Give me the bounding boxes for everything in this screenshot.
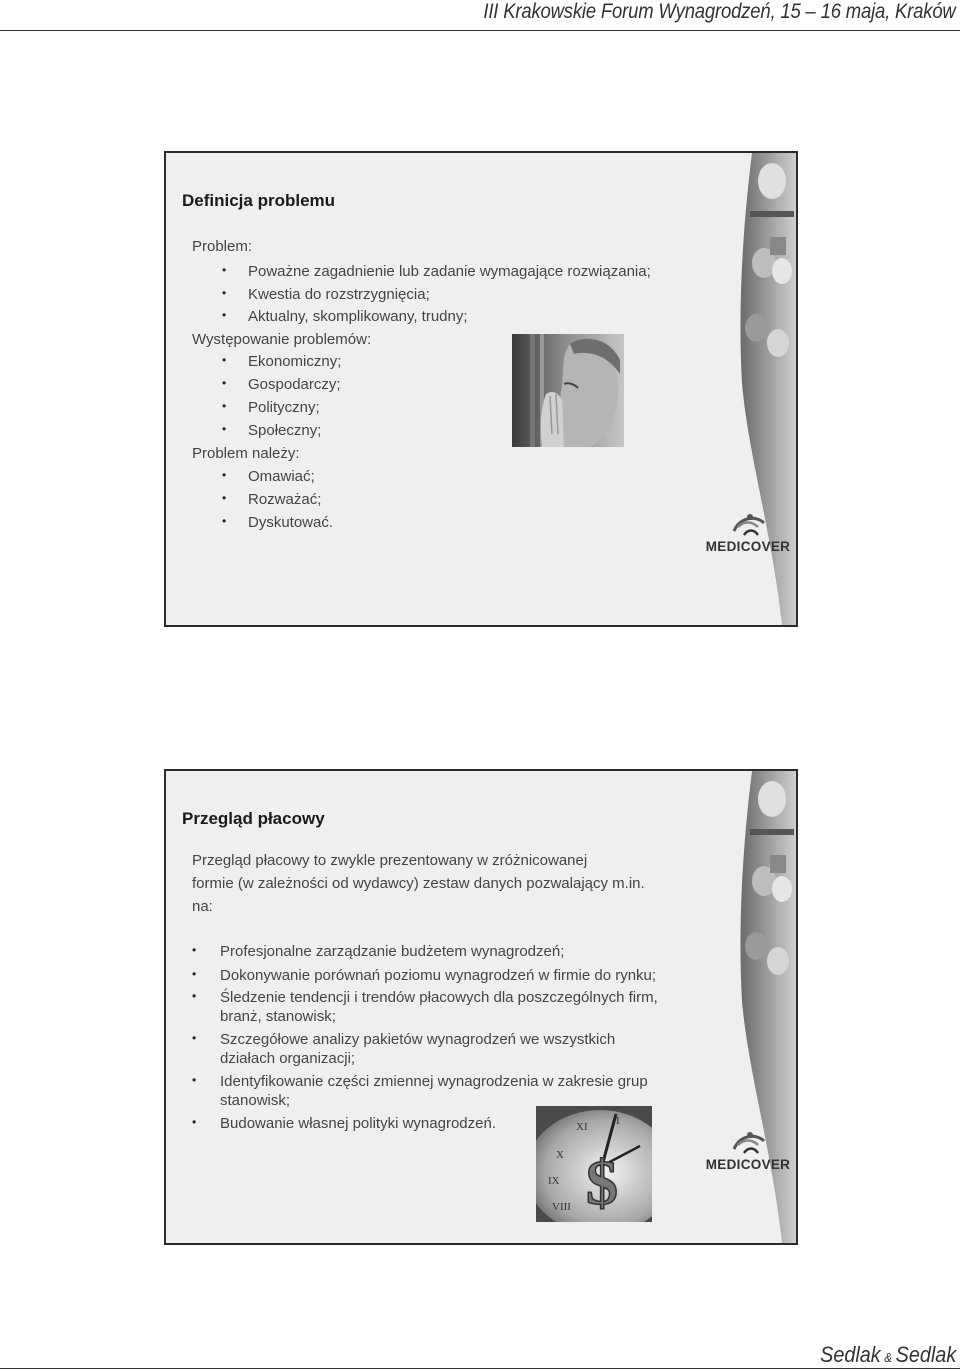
list-item-continuation: stanowisk; [220, 1092, 291, 1109]
intro-line: na: [192, 898, 213, 915]
list-item: • Aktualny, skomplikowany, trudny; [222, 308, 468, 325]
footer-brand [820, 1342, 956, 1368]
intro-line: Przegląd płacowy to zwykle prezentowany w zróżnicowanej [192, 852, 588, 869]
intro-line: formie (w zależności od wydawcy) zestaw danych pozwalający m.in. [192, 875, 645, 892]
list-item: • Społeczny; [222, 422, 322, 439]
medicover-emblem-icon [704, 509, 792, 539]
thinking-man-photo [512, 334, 624, 447]
svg-text:XI: XI [576, 1121, 588, 1133]
svg-text:$: $ [586, 1147, 618, 1218]
bullet-icon: • [192, 1031, 197, 1045]
svg-text:I: I [616, 1115, 620, 1127]
bullet-icon: • [222, 263, 227, 277]
bullet-icon: • [222, 308, 227, 322]
logo-text: MEDICOVER [705, 1157, 791, 1172]
list-item: • Omawiać; [222, 468, 315, 485]
page-header [0, 0, 960, 31]
list-item: • Rozważać; [222, 491, 322, 508]
bullet-icon: • [222, 468, 227, 482]
list-item: • Polityczny; [222, 399, 320, 416]
svg-text:VIII: VIII [552, 1201, 571, 1213]
list-item: • Dokonywanie porównań poziomu wynagrodzeń w firmie do rynku; [192, 967, 657, 984]
brand-amp: & [884, 1350, 892, 1365]
bullet-icon: • [222, 286, 227, 300]
list-item: • Kwestia do rozstrzygnięcia; [222, 286, 430, 303]
list-item: • Identyfikowanie części zmiennej wynagrodzenia w zakresie grup [192, 1073, 648, 1090]
list-item-continuation: branż, stanowisk; [220, 1008, 336, 1025]
list-item: • Ekonomiczny; [222, 353, 342, 370]
bullet-icon: • [192, 1073, 197, 1087]
clock-dollar-photo [536, 1106, 652, 1222]
list-item-continuation: działach organizacji; [220, 1050, 356, 1067]
should-label: Problem należy: [192, 445, 300, 462]
slide-title: Definicja problemu [182, 191, 336, 210]
footer-rule [0, 1368, 960, 1369]
occurrence-label: Występowanie problemów: [192, 331, 372, 348]
list-item: • Śledzenie tendencji i trendów płacowych dla poszczególnych firm, [192, 989, 658, 1006]
slide-salary-review [164, 769, 798, 1245]
list-item: • Dyskutować. [222, 514, 334, 531]
bullet-icon: • [222, 353, 227, 367]
bullet-icon: • [192, 943, 197, 957]
bullet-icon: • [192, 989, 197, 1003]
bullet-icon: • [222, 514, 227, 528]
list-item: • Budowanie własnej polityki wynagrodzeń. [192, 1115, 496, 1132]
slide-title: Przegląd płacowy [182, 809, 325, 828]
list-item: • Profesjonalne zarządzanie budżetem wynagrodzeń; [192, 943, 565, 960]
svg-text:X: X [556, 1149, 564, 1161]
brand-left: Sedlak [819, 1342, 881, 1367]
list-item: • Gospodarczy; [222, 376, 341, 393]
medicover-emblem-icon [704, 1127, 792, 1157]
bullet-icon: • [192, 1115, 197, 1129]
bullet-icon: • [222, 491, 227, 505]
list-item: • Poważne zagadnienie lub zadanie wymagające rozwiązania; [222, 263, 651, 280]
header-title: III Krakowskie Forum Wynagrodzeń, 15 – 16 maja, Kraków [483, 0, 956, 23]
medicover-logo [704, 509, 792, 561]
list-item: • Szczegółowe analizy pakietów wynagrodzeń we wszystkich [192, 1031, 616, 1048]
bullet-icon: • [222, 399, 227, 413]
bullet-icon: • [222, 376, 227, 390]
brand-right: Sedlak [895, 1342, 956, 1367]
bullet-icon: • [222, 422, 227, 436]
logo-text: MEDICOVER [705, 539, 791, 554]
slide-definition [164, 151, 798, 627]
bullet-icon: • [192, 967, 197, 981]
medicover-logo [704, 1127, 792, 1179]
svg-text:IX: IX [548, 1175, 560, 1187]
problem-label: Problem: [192, 238, 253, 255]
